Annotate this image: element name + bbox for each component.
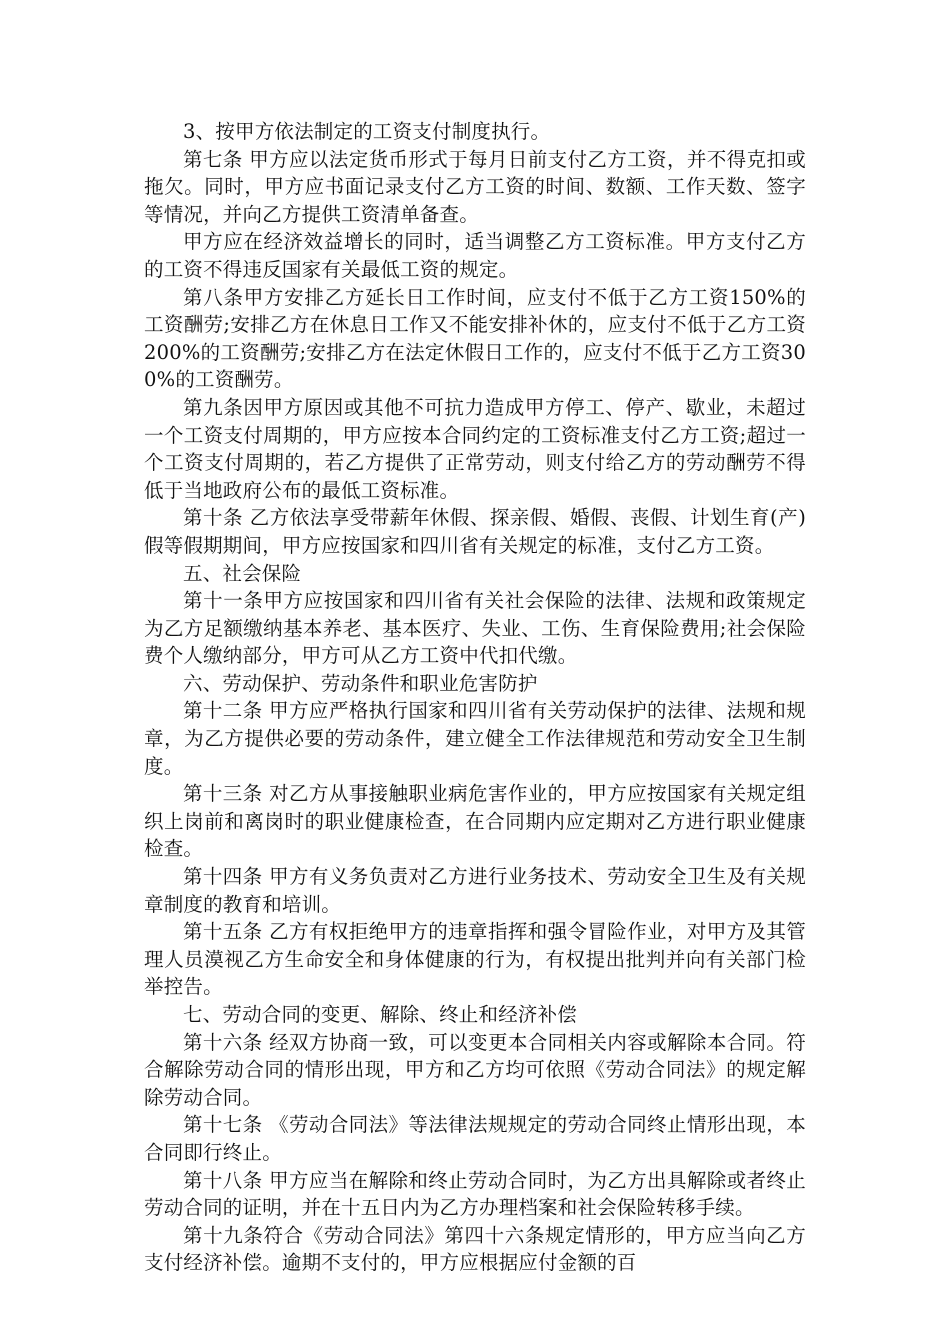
paragraph-wage-system: 3、按甲方依法制定的工资支付制度执行。	[183, 120, 551, 143]
paragraph-article-19: 第十九条符合《劳动合同法》第四十六条规定情形的，甲方应当向乙方支付经济补偿。逾期不支付的，甲方应根据应付金额的百	[144, 1223, 806, 1275]
paragraph-article-15: 第十五条 乙方有权拒绝甲方的违章指挥和强令冒险作业，对甲方及其管理人员漠视乙方生命安全和身体健康的行为，有权提出批判并向有关部门检举控告。	[144, 920, 806, 999]
paragraph-article-12: 第十二条 甲方应严格执行国家和四川省有关劳动保护的法律、法规和规章，为乙方提供必要的劳动条件，建立健全工作法律规范和劳动安全卫生制度。	[144, 699, 806, 778]
paragraph-article-16: 第十六条 经双方协商一致，可以变更本合同相关内容或解除本合同。符合解除劳动合同的情形出现，甲方和乙方均可依照《劳动合同法》的规定解除劳动合同。	[144, 1030, 806, 1109]
paragraph-article-7: 第七条 甲方应以法定货币形式于每月日前支付乙方工资，并不得克扣或拖欠。同时，甲方应书面记录支付乙方工资的时间、数额、工作天数、签字等情况，并向乙方提供工资清单备查。	[144, 147, 806, 226]
section-heading-labor-protection: 六、劳动保护、劳动条件和职业危害防护	[183, 671, 538, 695]
section-heading-contract-changes: 七、劳动合同的变更、解除、终止和经济补偿	[183, 1003, 578, 1026]
paragraph-article-18: 第十八条 甲方应当在解除和终止劳动合同时，为乙方出具解除或者终止劳动合同的证明，并在十五日内为乙方办理档案和社会保险转移手续。	[144, 1168, 806, 1220]
paragraph-article-17: 第十七条 《劳动合同法》等法律法规规定的劳动合同终止情形出现，本合同即行终止。	[144, 1113, 806, 1164]
paragraph-article-10: 第十条 乙方依法享受带薪年休假、探亲假、婚假、丧假、计划生育(产)假等假期期间，甲方应按国家和四川省有关规定的标准，支付乙方工资。	[144, 506, 806, 557]
section-heading-social-insurance: 五、社会保险	[183, 561, 302, 585]
paragraph-article-9: 第九条因甲方原因或其他不可抗力造成甲方停工、停产、歇业，未超过一个工资支付周期的，甲方应按本合同约定的工资标准支付乙方工资;超过一个工资支付周期的，若乙方提供了正常劳动，则支付给乙方的劳动酬劳不得低于当地政府公布的最低工资标准。	[144, 395, 806, 502]
document-body	[144, 118, 806, 1277]
paragraph-article-8: 第八条甲方安排乙方延长日工作时间，应支付不低于乙方工资150%的工资酬劳;安排乙方在休息日工作又不能安排补休的，应支付不低于乙方工资200%的工资酬劳;安排乙方在法定休假日工作的，应支付不低于乙方工资300%的工资酬劳。	[144, 285, 806, 392]
paragraph-wage-adjustment: 甲方应在经济效益增长的同时，适当调整乙方工资标准。甲方支付乙方的工资不得违反国家有关最低工资的规定。	[144, 230, 806, 281]
paragraph-article-14: 第十四条 甲方有义务负责对乙方进行业务技术、劳动安全卫生及有关规章制度的教育和培训。	[144, 865, 806, 916]
paragraph-article-13: 第十三条 对乙方从事接触职业病危害作业的，甲方应按国家有关规定组织上岗前和离岗时的职业健康检查，在合同期内应定期对乙方进行职业健康检查。	[144, 782, 806, 861]
paragraph-article-11: 第十一条甲方应按国家和四川省有关社会保险的法律、法规和政策规定为乙方足额缴纳基本养老、基本医疗、失业、工伤、生育保险费用;社会保险费个人缴纳部分，甲方可从乙方工资中代扣代缴。	[144, 589, 806, 668]
